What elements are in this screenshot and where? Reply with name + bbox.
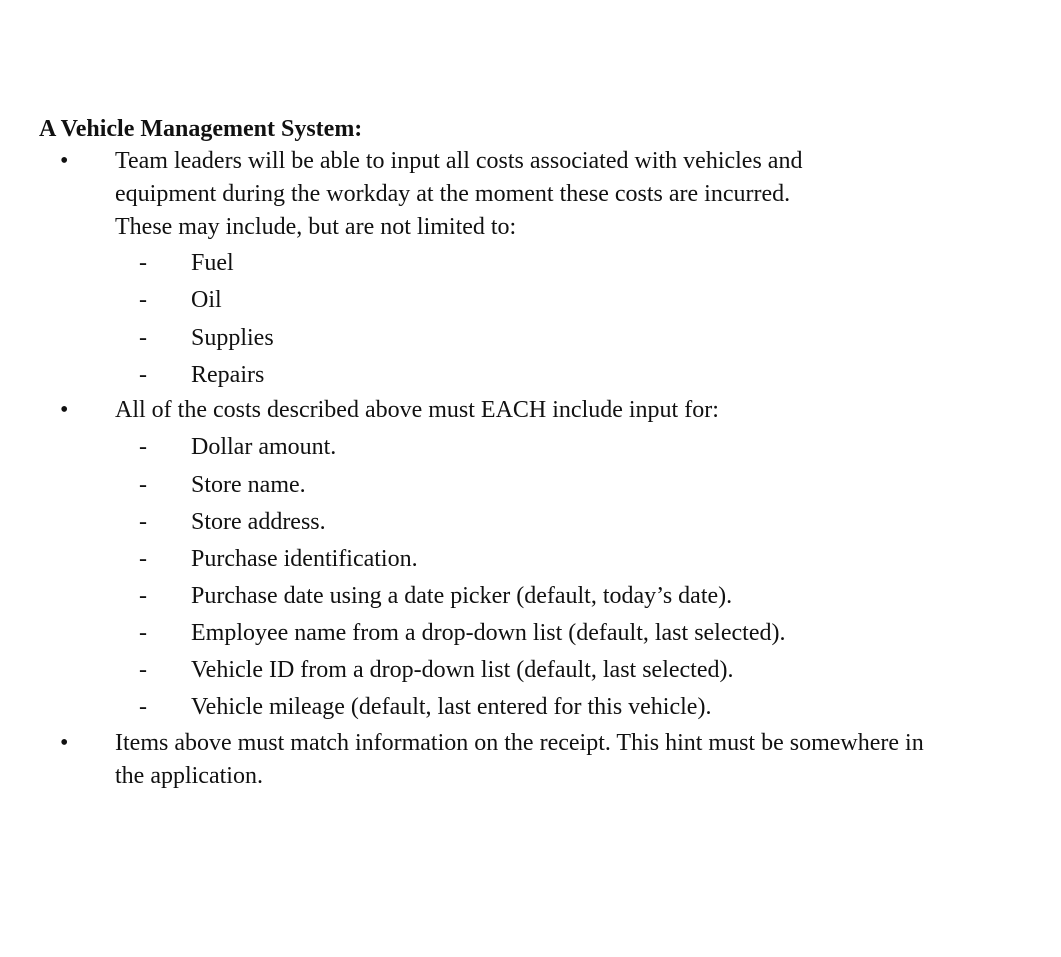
bullet-text xyxy=(115,145,1035,244)
sub-item-store-name xyxy=(0,469,1061,506)
dash-icon: - xyxy=(139,694,147,720)
sub-item-store-address xyxy=(0,506,1061,543)
sub-item-text: Vehicle mileage (default, last entered for this vehicle). xyxy=(191,694,712,720)
sub-item-purchase-identification xyxy=(0,543,1061,580)
dash-icon: - xyxy=(139,250,147,276)
bullet-line: These may include, but are not limited to: xyxy=(115,214,517,240)
dash-icon: - xyxy=(139,657,147,683)
dash-icon: - xyxy=(139,434,147,460)
sub-item-text: Oil xyxy=(191,287,222,313)
bullet-text xyxy=(115,727,1035,793)
sub-item-fuel xyxy=(0,247,1061,284)
bullet-text xyxy=(115,394,1035,427)
bullet-line: Team leaders will be able to input all costs associated with vehicles and xyxy=(115,148,803,174)
sub-item-supplies xyxy=(0,322,1061,359)
sub-item-purchase-date xyxy=(0,580,1061,617)
sub-item-text: Employee name from a drop-down list (default, last selected). xyxy=(191,620,786,646)
dash-icon: - xyxy=(139,546,147,572)
sub-item-vehicle-id xyxy=(0,654,1061,691)
sub-item-text: Supplies xyxy=(191,325,274,351)
sub-item-text: Purchase identification. xyxy=(191,546,418,572)
bullet-icon: • xyxy=(60,148,69,174)
dash-icon: - xyxy=(139,620,147,646)
sub-item-text: Store name. xyxy=(191,472,306,498)
sub-item-oil xyxy=(0,284,1061,321)
sub-item-dollar-amount xyxy=(0,431,1061,468)
sub-item-employee-name xyxy=(0,617,1061,654)
sub-item-text: Dollar amount. xyxy=(191,434,337,460)
bullet-icon: • xyxy=(60,397,69,423)
sub-item-text: Vehicle ID from a drop-down list (default, last selected). xyxy=(191,657,734,683)
dash-icon: - xyxy=(139,583,147,609)
sub-item-text: Fuel xyxy=(191,250,234,276)
sub-item-vehicle-mileage xyxy=(0,691,1061,728)
sub-item-text: Store address. xyxy=(191,509,326,535)
bullet-line: All of the costs described above must EACH include input for: xyxy=(115,397,719,423)
document-heading: A Vehicle Management System: xyxy=(39,116,363,142)
sub-item-text: Repairs xyxy=(191,362,265,388)
sub-item-repairs xyxy=(0,359,1061,396)
dash-icon: - xyxy=(139,509,147,535)
dash-icon: - xyxy=(139,472,147,498)
sub-item-text: Purchase date using a date picker (default, today’s date). xyxy=(191,583,733,609)
bullet-line: Items above must match information on the receipt. This hint must be somewhere in xyxy=(115,730,924,756)
bullet-icon: • xyxy=(60,730,69,756)
dash-icon: - xyxy=(139,325,147,351)
bullet-line: the application. xyxy=(115,763,263,789)
bullet-line: equipment during the workday at the moment these costs are incurred. xyxy=(115,181,791,207)
dash-icon: - xyxy=(139,287,147,313)
dash-icon: - xyxy=(139,362,147,388)
